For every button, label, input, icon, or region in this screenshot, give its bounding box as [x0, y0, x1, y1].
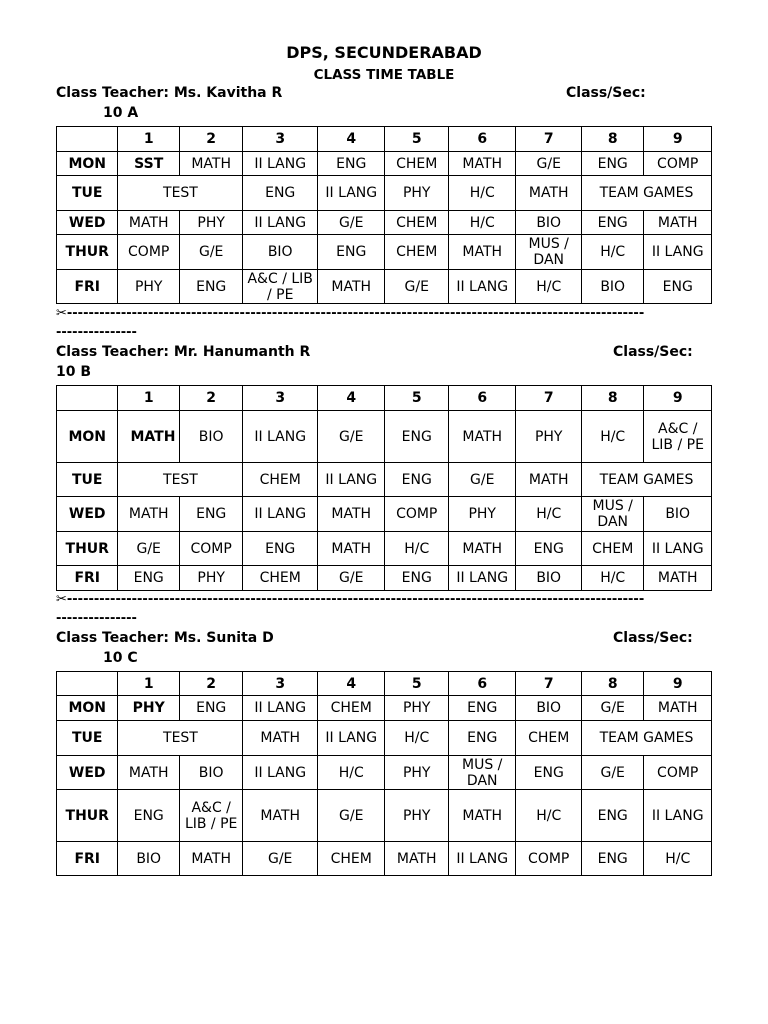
day-cell: WED — [57, 497, 118, 532]
table-row — [57, 756, 712, 790]
period-header: 1 — [118, 386, 179, 411]
period-header: 5 — [385, 386, 448, 411]
period-header: 1 — [118, 672, 179, 696]
day-cell: MON — [57, 696, 118, 721]
period-cell: MATH — [243, 790, 318, 842]
cut-line: ✂----------------------------------------------------------------------------------------------------------- — [56, 306, 645, 321]
period-cell: ENG — [448, 696, 516, 721]
day-cell: TUE — [57, 463, 118, 497]
period-cell: COMP — [118, 235, 179, 270]
period-cell: H/C — [644, 842, 712, 876]
period-cell: H/C — [385, 532, 448, 566]
period-cell: A&C / LIB / PE — [644, 411, 712, 463]
period-cell: PHY — [516, 411, 582, 463]
table-row — [57, 211, 712, 235]
period-cell: II LANG — [644, 532, 712, 566]
period-cell: TEST — [118, 721, 243, 756]
table-row — [57, 721, 712, 756]
period-cell: TEST — [118, 463, 243, 497]
class-sec-label-10c: Class/Sec: — [613, 630, 693, 646]
period-cell: G/E — [317, 566, 385, 591]
period-cell: TEAM GAMES — [581, 176, 711, 211]
period-cell: ENG — [581, 152, 643, 176]
period-cell: MATH — [448, 152, 516, 176]
period-cell: H/C — [516, 790, 582, 842]
period-cell: H/C — [448, 176, 516, 211]
period-cell: II LANG — [448, 566, 516, 591]
period-cell: CHEM — [516, 721, 582, 756]
period-cell: MATH — [448, 532, 516, 566]
period-cell: MATH — [644, 696, 712, 721]
section-name-10a: 10 A — [103, 105, 139, 121]
corner-cell — [57, 127, 118, 152]
day-cell: WED — [57, 756, 118, 790]
period-cell: II LANG — [644, 235, 712, 270]
period-cell: H/C — [581, 235, 643, 270]
period-cell: ENG — [385, 463, 448, 497]
period-cell: H/C — [581, 566, 643, 591]
period-header: 5 — [385, 672, 448, 696]
period-cell: G/E — [581, 696, 643, 721]
period-cell: G/E — [179, 235, 242, 270]
day-cell: TUE — [57, 721, 118, 756]
period-header: 7 — [516, 127, 582, 152]
period-cell: II LANG — [243, 756, 318, 790]
table-row — [57, 152, 712, 176]
period-cell: ENG — [448, 721, 516, 756]
period-cell: G/E — [317, 411, 385, 463]
class-sec-label-10b: Class/Sec: — [613, 344, 693, 360]
period-cell: II LANG — [317, 176, 385, 211]
header-row — [57, 386, 712, 411]
day-cell: MON — [57, 152, 118, 176]
table-row — [57, 463, 712, 497]
period-cell: MATH — [118, 211, 179, 235]
period-header: 4 — [317, 672, 385, 696]
period-cell: ENG — [385, 411, 448, 463]
timetable-10c — [56, 671, 712, 876]
period-header: 8 — [581, 386, 643, 411]
period-cell: COMP — [179, 532, 242, 566]
timetable-10a — [56, 126, 712, 304]
period-cell: H/C — [448, 211, 516, 235]
period-cell: CHEM — [385, 152, 448, 176]
period-cell: PHY — [179, 566, 242, 591]
period-cell: CHEM — [243, 566, 318, 591]
period-header: 3 — [243, 127, 318, 152]
period-header: 8 — [581, 672, 643, 696]
period-cell: G/E — [118, 532, 179, 566]
table-row — [57, 696, 712, 721]
period-cell: MATH — [448, 235, 516, 270]
period-cell: II LANG — [243, 696, 318, 721]
period-cell: G/E — [448, 463, 516, 497]
table-row — [57, 411, 712, 463]
class-teacher-10a: Class Teacher: Ms. Kavitha R — [56, 85, 283, 101]
period-cell: ENG — [317, 152, 385, 176]
period-cell: PHY — [385, 790, 448, 842]
period-cell: BIO — [516, 696, 582, 721]
period-cell: ENG — [516, 756, 582, 790]
period-cell: II LANG — [243, 152, 318, 176]
period-header: 2 — [179, 672, 242, 696]
table-row — [57, 532, 712, 566]
period-cell: PHY — [448, 497, 516, 532]
period-cell: H/C — [516, 270, 582, 304]
period-cell: MATH — [516, 176, 582, 211]
period-cell: G/E — [516, 152, 582, 176]
period-cell: ENG — [118, 790, 179, 842]
class-teacher-10c: Class Teacher: Ms. Sunita D — [56, 630, 274, 646]
period-cell: COMP — [385, 497, 448, 532]
cut-line-tail: --------------- — [56, 611, 137, 626]
period-cell: G/E — [317, 790, 385, 842]
period-cell: ENG — [385, 566, 448, 591]
period-cell: H/C — [516, 497, 582, 532]
period-cell: MATH — [179, 152, 242, 176]
period-cell: BIO — [243, 235, 318, 270]
period-header: 2 — [179, 127, 242, 152]
period-cell: II LANG — [317, 721, 385, 756]
period-cell: MUS / DAN — [448, 756, 516, 790]
period-cell: MATH — [118, 756, 179, 790]
period-cell: MATH — [644, 566, 712, 591]
period-cell: MUS / DAN — [581, 497, 643, 532]
period-cell: COMP — [516, 842, 582, 876]
period-header: 3 — [243, 386, 318, 411]
period-cell: BIO — [581, 270, 643, 304]
table-row — [57, 235, 712, 270]
day-cell: TUE — [57, 176, 118, 211]
period-header: 4 — [317, 127, 385, 152]
period-cell: A&C / LIB / PE — [179, 790, 242, 842]
period-cell: H/C — [581, 411, 643, 463]
period-cell: ENG — [581, 790, 643, 842]
period-cell: MATH — [118, 497, 179, 532]
table-row — [57, 497, 712, 532]
period-header: 9 — [644, 127, 712, 152]
period-cell: II LANG — [243, 211, 318, 235]
period-cell: G/E — [581, 756, 643, 790]
period-cell: II LANG — [243, 411, 318, 463]
period-header: 8 — [581, 127, 643, 152]
period-cell: PHY — [118, 270, 179, 304]
period-header: 4 — [317, 386, 385, 411]
day-cell: THUR — [57, 790, 118, 842]
day-cell: FRI — [57, 566, 118, 591]
period-cell: TEAM GAMES — [581, 721, 711, 756]
day-cell: THUR — [57, 532, 118, 566]
period-cell: MATH — [243, 721, 318, 756]
period-header: 5 — [385, 127, 448, 152]
period-cell: ENG — [243, 176, 318, 211]
period-cell: MATH — [385, 842, 448, 876]
period-cell: PHY — [385, 696, 448, 721]
period-cell: PHY — [118, 696, 179, 721]
day-cell: FRI — [57, 270, 118, 304]
table-row — [57, 842, 712, 876]
period-header: 6 — [448, 127, 516, 152]
period-cell: ENG — [179, 696, 242, 721]
period-header: 6 — [448, 672, 516, 696]
period-cell: BIO — [644, 497, 712, 532]
period-cell: G/E — [385, 270, 448, 304]
period-cell: MATH — [317, 497, 385, 532]
period-header: 7 — [516, 386, 582, 411]
period-cell: ENG — [581, 842, 643, 876]
period-cell: II LANG — [644, 790, 712, 842]
period-cell: G/E — [317, 211, 385, 235]
class-teacher-10b: Class Teacher: Mr. Hanumanth R — [56, 344, 311, 360]
period-cell: H/C — [317, 756, 385, 790]
period-cell: COMP — [644, 152, 712, 176]
period-cell: CHEM — [385, 211, 448, 235]
period-cell: BIO — [179, 756, 242, 790]
period-cell: MATH — [644, 211, 712, 235]
period-cell: G/E — [243, 842, 318, 876]
period-cell: COMP — [644, 756, 712, 790]
period-cell: BIO — [516, 211, 582, 235]
period-cell: ENG — [516, 532, 582, 566]
period-cell: ENG — [581, 211, 643, 235]
period-header: 6 — [448, 386, 516, 411]
class-sec-label-10a: Class/Sec: — [566, 85, 646, 101]
section-name-10b: 10 B — [56, 364, 92, 380]
period-cell: MATH — [516, 463, 582, 497]
table-row — [57, 790, 712, 842]
period-cell: MUS / DAN — [516, 235, 582, 270]
period-cell: TEST — [118, 176, 243, 211]
period-cell: MATH — [179, 842, 242, 876]
period-cell: PHY — [179, 211, 242, 235]
period-cell: II LANG — [448, 270, 516, 304]
period-cell: H/C — [385, 721, 448, 756]
timetable-10b — [56, 385, 712, 591]
period-cell: CHEM — [317, 696, 385, 721]
day-cell: FRI — [57, 842, 118, 876]
period-cell: CHEM — [243, 463, 318, 497]
corner-cell — [57, 386, 118, 411]
day-cell: THUR — [57, 235, 118, 270]
header-row — [57, 127, 712, 152]
section-name-10c: 10 C — [103, 650, 138, 666]
day-cell: WED — [57, 211, 118, 235]
period-header: 7 — [516, 672, 582, 696]
period-cell: A&C / LIB / PE — [243, 270, 318, 304]
cut-line-tail: --------------- — [56, 325, 137, 340]
period-header: 9 — [644, 672, 712, 696]
period-cell: CHEM — [581, 532, 643, 566]
period-header: 1 — [118, 127, 179, 152]
period-cell: BIO — [179, 411, 242, 463]
period-cell: ENG — [179, 497, 242, 532]
period-header: 9 — [644, 386, 712, 411]
period-cell: PHY — [385, 176, 448, 211]
period-cell: SST — [118, 152, 179, 176]
period-cell: PHY — [385, 756, 448, 790]
period-cell: ENG — [317, 235, 385, 270]
table-row — [57, 566, 712, 591]
period-cell: II LANG — [317, 463, 385, 497]
table-row — [57, 176, 712, 211]
period-cell: MATH — [317, 270, 385, 304]
period-header: 2 — [179, 386, 242, 411]
period-cell: MATH — [448, 411, 516, 463]
period-cell: MATH — [448, 790, 516, 842]
cut-line: ✂----------------------------------------------------------------------------------------------------------- — [56, 592, 645, 607]
period-cell: ENG — [644, 270, 712, 304]
period-cell: TEAM GAMES — [581, 463, 711, 497]
day-cell: MON — [57, 411, 118, 463]
period-cell: II LANG — [448, 842, 516, 876]
table-row — [57, 270, 712, 304]
period-cell: MATH — [317, 532, 385, 566]
period-cell: CHEM — [385, 235, 448, 270]
period-cell: ENG — [118, 566, 179, 591]
header-row — [57, 672, 712, 696]
period-cell: II LANG — [243, 497, 318, 532]
period-cell: MATH — [118, 411, 179, 463]
period-cell: BIO — [516, 566, 582, 591]
page-title: DPS, SECUNDERABAD — [286, 43, 482, 62]
period-cell: ENG — [243, 532, 318, 566]
corner-cell — [57, 672, 118, 696]
page-subtitle: CLASS TIME TABLE — [313, 67, 455, 83]
period-cell: CHEM — [317, 842, 385, 876]
period-header: 3 — [243, 672, 318, 696]
period-cell: ENG — [179, 270, 242, 304]
period-cell: BIO — [118, 842, 179, 876]
